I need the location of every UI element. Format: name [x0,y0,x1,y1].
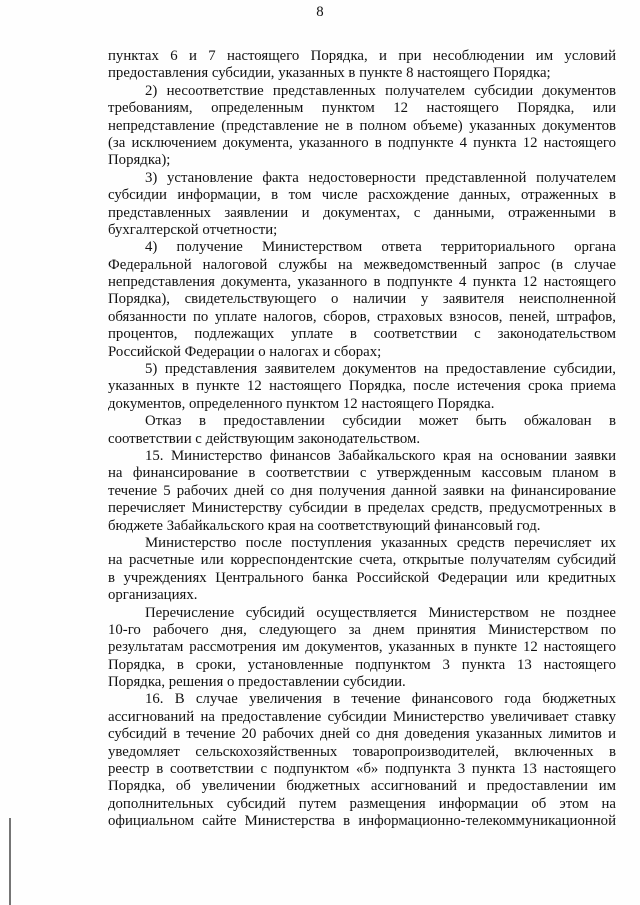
text-line: в учреждениях Центрального банка Российской Федерации или кредитных [108,569,616,586]
text-line: Порядка, в сроки, установленные подпунктом 3 пункта 13 настоящего [108,656,616,673]
text-line: представленных заявлении и документах, с данными, отраженными в [108,204,616,221]
paragraph-item-4 [108,239,616,361]
text-line: Порядка); [108,152,171,169]
text-line: 3) установление факта недостоверности представленной получателем [145,169,616,186]
scan-edge-mark [9,818,11,905]
text-line: перечисляет Министерству субсидии в пределах средств, предусмотренных в [108,500,616,517]
text-line: документов, определенного пунктом 12 настоящего Порядка. [108,395,495,412]
text-line: на расчетные или корреспондентские счета, открытые получателям субсидий [108,552,616,569]
text-line: указанных в пункте 12 настоящего Порядка, после истечения срока приема [108,378,616,395]
text-line: результатам рассмотрения им документов, указанных в пункте 12 настоящего [108,639,616,656]
text-line: 10-го рабочего дня, следующего за днем принятия Министерством по [108,621,616,638]
text-line: непредставление (представление не в полном объеме) указанных документов [108,117,616,134]
text-line: Порядка, решения о предоставлении субсидии. [108,674,406,691]
text-line: реестр в соответствии с подпунктом «б» подпункта 3 пункта 13 настоящего [108,761,616,778]
text-line: соответствии с действующим законодательством. [108,430,421,447]
text-line: 16. В случае увеличения в течение финансового года бюджетных [145,691,616,708]
text-line: субсидии информации, в том числе расхождение данных, отраженных в [108,187,616,204]
text-line: уведомляет сельскохозяйственных товаропроизводителей, включенных в [108,743,616,760]
text-line: дополнительных субсидий путем размещения информации об этом на [108,795,616,812]
paragraph-item-5 [108,361,616,413]
document-body [108,48,616,831]
text-line: ассигнований на предоставление субсидии Министерство увеличивает ставку [108,708,616,725]
text-line: Порядка, об увеличении бюджетных ассигнований и предоставлении им [108,778,616,795]
text-line: предоставления субсидии, указанных в пункте 8 настоящего Порядка; [108,65,551,82]
text-line: 15. Министерство финансов Забайкальского края на основании заявки [145,447,616,464]
text-line: Министерство после поступления указанных средств перечисляет их [145,534,616,551]
text-line: 4) получение Министерством ответа территориального органа [145,239,616,256]
text-line: (за исключением документа, указанного в подпункте 4 пункта 12 настоящего [108,134,616,151]
text-line: организациях. [108,587,198,604]
text-line: 2) несоответствие представленных получателем субсидии документов [145,82,616,99]
text-line: бюджете Забайкальского края на соответствующий финансовый год. [108,517,541,534]
paragraph-transfer-accounts [108,535,616,605]
page-number: 8 [316,4,324,20]
text-line: Федеральной налоговой службы на межведомственный запрос (в случае [108,256,616,273]
paragraph-section-16 [108,691,616,830]
text-line: субсидий в течение 20 рабочих дней со дня доведения указанных лимитов и [108,726,616,743]
text-line: 5) представления заявителем документов на предоставление субсидии, [145,361,616,378]
paragraph-continued [108,48,616,83]
text-line: требованиям, определенным пунктом 12 настоящего Порядка, или [108,100,616,117]
text-line: процентов, подлежащих уплате в соответствии с законодательством [108,326,616,343]
text-line: Российской Федерации о налогах и сборах; [108,343,382,360]
paragraph-section-15 [108,448,616,535]
text-line: непредставления документа, указанного в подпункте 4 пункта 12 настоящего [108,274,616,291]
text-line: обязанности по уплате налогов, сборов, страховых взносов, пеней, штрафов, [108,308,616,325]
text-line: Отказ в предоставлении субсидии может быть обжалован в [145,413,616,430]
text-line: на финансирование в соответствии с утвержденным кассовым планом в [108,465,616,482]
text-line: Перечисление субсидий осуществляется Министерством не позднее [145,604,616,621]
text-line: Порядка), свидетельствующего о наличии у заявителя неисполненной [108,291,616,308]
text-line: официальном сайте Министерства в информационно-телекоммуникационной [108,813,616,830]
text-line: пунктах 6 и 7 настоящего Порядка, и при несоблюдении им условий [108,48,616,64]
paragraph-refusal-appeal [108,413,616,448]
text-line: бухгалтерской отчетности; [108,221,278,238]
text-line: течение 5 рабочих дней со дня получения данной заявки на финансирование [108,482,616,499]
paragraph-transfer-deadline [108,605,616,692]
paragraph-item-3 [108,170,616,240]
paragraph-item-2 [108,83,616,170]
